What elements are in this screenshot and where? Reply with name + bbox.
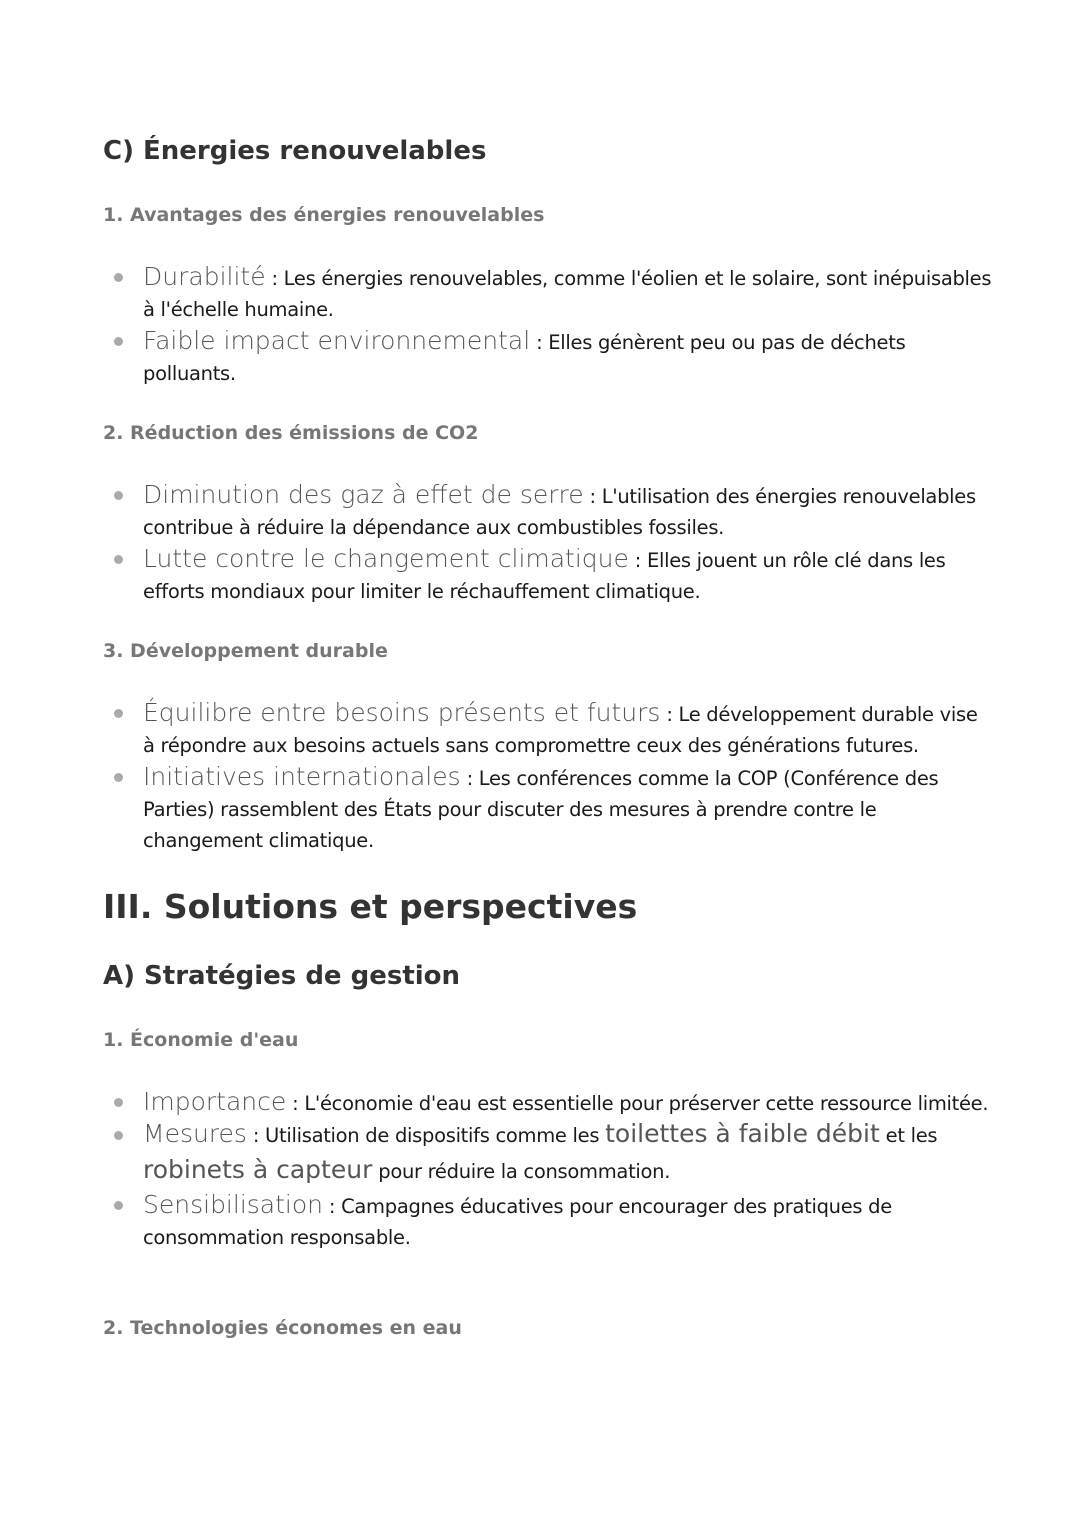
list-reduction-co2 — [103, 479, 993, 607]
subheading-economie-eau: 1. Économie d'eau — [103, 1029, 299, 1051]
bullet-icon — [114, 491, 123, 500]
description: : Elles génèrent peu ou pas de déchets polluants. — [143, 331, 906, 385]
term: Lutte contre le changement climatique — [143, 544, 629, 573]
bullet-icon — [114, 1201, 123, 1210]
description: : Elles jouent un rôle clé dans les efforts mondiaux pour limiter le réchauffement climatique. — [143, 549, 946, 603]
description: et les — [879, 1124, 938, 1147]
term: Initiatives internationales — [143, 762, 461, 791]
section-heading-energies-renouvelables: C) Énergies renouvelables — [103, 136, 487, 166]
term: Faible impact environnemental — [143, 326, 531, 355]
term: Diminution des gaz à effet de serre — [143, 480, 584, 509]
highlighted-term: toilettes à faible débit — [605, 1119, 880, 1148]
subheading-developpement-durable: 3. Développement durable — [103, 640, 388, 662]
bullet-icon — [114, 273, 123, 282]
highlighted-term: robinets à capteur — [143, 1155, 373, 1184]
description: : L'utilisation des énergies renouvelables contribue à réduire la dépendance aux combustibles fossiles. — [143, 485, 976, 539]
term: Équilibre entre besoins présents et futurs — [143, 698, 661, 727]
list-item — [103, 543, 993, 607]
list-item — [103, 697, 993, 761]
section-heading-strategies: A) Stratégies de gestion — [103, 961, 461, 991]
part-heading-solutions: III. Solutions et perspectives — [103, 887, 638, 926]
subheading-avantages: 1. Avantages des énergies renouvelables — [103, 204, 545, 226]
bullet-icon — [114, 1098, 123, 1107]
description: : Le développement durable vise à répondre aux besoins actuels sans compromettre ceux des générations futures. — [143, 703, 978, 757]
bullet-icon — [114, 773, 123, 782]
list-item — [103, 1189, 993, 1253]
bullet-icon — [114, 555, 123, 564]
list-item — [103, 261, 993, 325]
description: pour réduire la consommation. — [372, 1160, 671, 1183]
list-avantages — [103, 261, 993, 389]
bullet-icon — [114, 337, 123, 346]
description: : L'économie d'eau est essentielle pour préserver cette ressource limitée. — [286, 1092, 989, 1115]
term: Mesures — [143, 1119, 247, 1148]
description: : Campagnes éducatives pour encourager des pratiques de consommation responsable. — [143, 1195, 892, 1249]
list-item — [103, 325, 993, 389]
description: : Les conférences comme la COP (Conférence des Parties) rassemblent des États pour discuter des mesures à prendre contre le changement climatique. — [143, 767, 939, 852]
list-item — [103, 479, 993, 543]
term: Sensibilisation — [143, 1190, 324, 1219]
description: : Utilisation de dispositifs comme les — [246, 1124, 606, 1147]
list-item — [103, 761, 993, 856]
list-economie-eau — [103, 1086, 993, 1253]
bullet-icon — [114, 1131, 123, 1140]
description: : Les énergies renouvelables, comme l'éolien et le solaire, sont inépuisables à l'échelle humaine. — [143, 267, 992, 321]
list-developpement-durable — [103, 697, 993, 856]
subheading-technologies-econome: 2. Technologies économes en eau — [103, 1317, 462, 1339]
term: Importance — [143, 1087, 287, 1116]
list-item — [103, 1086, 993, 1119]
subheading-reduction-co2: 2. Réduction des émissions de CO2 — [103, 422, 479, 444]
bullet-icon — [114, 709, 123, 718]
term: Durabilité — [143, 262, 266, 291]
list-item — [103, 1117, 993, 1189]
